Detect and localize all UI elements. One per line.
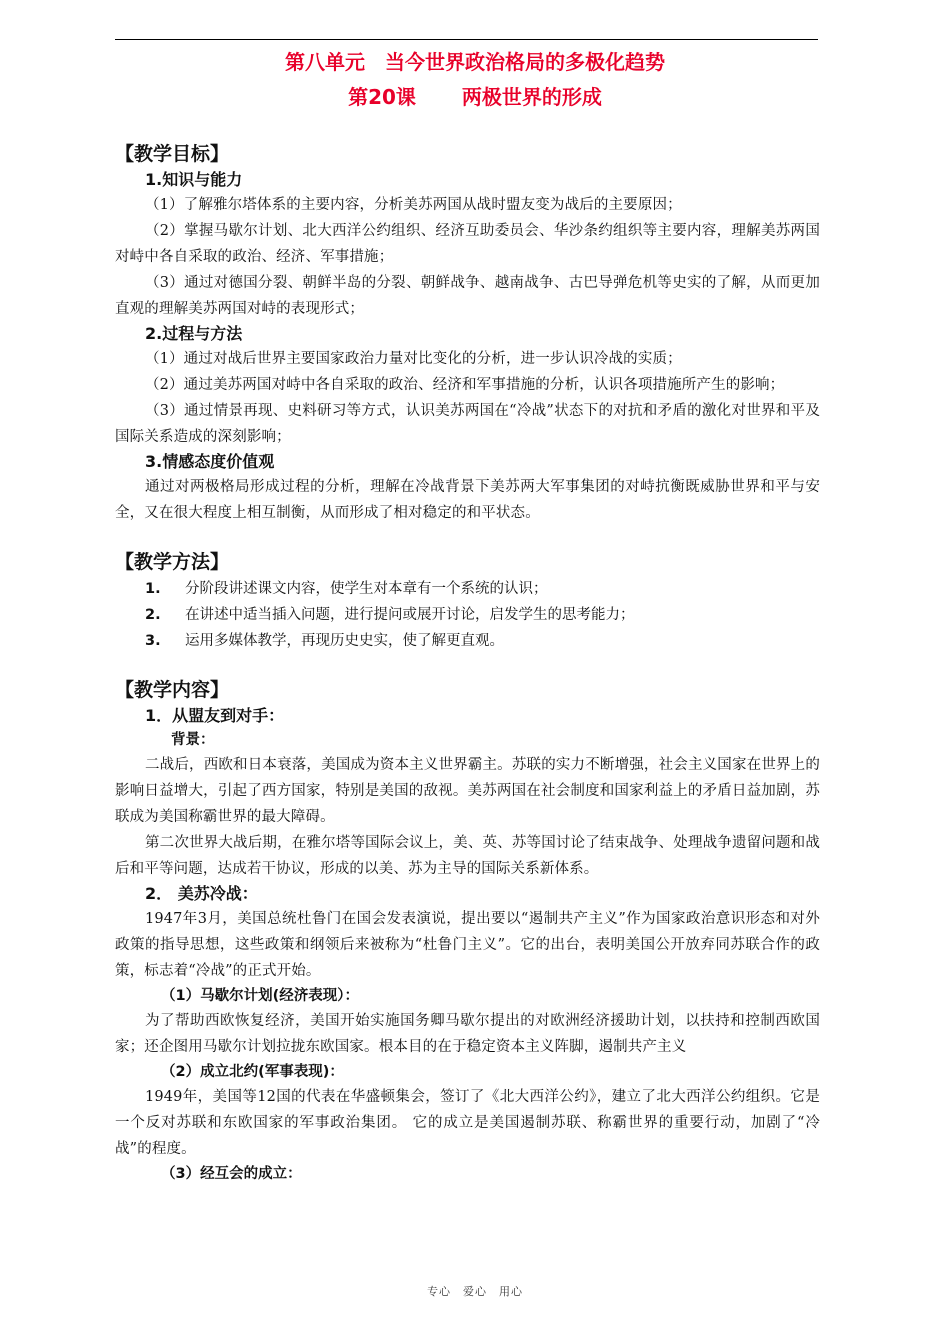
lesson-number: 第20课 (348, 85, 416, 109)
process-item-3: （3）通过情景再现、史料研习等方式，认识美苏两国在“冷战”状态下的对抗和矛盾的激化对世界和平及国际关系造成的深刻影响； (115, 403, 820, 445)
knowledge-item-1: （1）了解雅尔塔体系的主要内容，分析美苏两国从战时盟友变为战后的主要原因； (145, 197, 682, 213)
process-item-1: （1）通过对战后世界主要国家政治力量对比变化的分析，进一步认识冷战的实质； (145, 351, 682, 367)
list-item (115, 628, 820, 654)
method-text: 运用多媒体教学，再现历史史实，使了解更直观。 (185, 633, 504, 649)
part2-intro: 1947年3月，美国总统杜鲁门在国会发表演说，提出要以“遏制共产主义”作为国家政治意识形态和对外政策的指导思想，这些政策和纲领后来被称为“杜鲁门主义”。它的出台，表明美国公开放弃同苏联合作的政策，标志着“冷战”的正式开始。 (115, 911, 820, 979)
values-title: 3.情感态度价值观 (145, 452, 275, 471)
lesson-title: 两极世界的形成 (461, 85, 602, 109)
method-text: 分阶段讲述课文内容，使学生对本章有一个系统的认识； (185, 581, 548, 597)
part2-title: 2． 美苏冷战： (145, 884, 258, 903)
part1-paragraph-1: 二战后，西欧和日本衰落，美国成为资本主义世界霸主。苏联的实力不断增强，社会主义国家在世界上的影响日益增大，引起了西方国家，特别是美国的敌视。美苏两国在社会制度和国家利益上的矛盾日益加剧，苏联成为美国称霸世界的最大障碍。 (115, 757, 820, 825)
method-text: 在讲述中适当插入问题，进行提问或展开讨论，启发学生的思考能力； (185, 607, 635, 623)
knowledge-item-2: （2）掌握马歇尔计划、北大西洋公约组织、经济互助委员会、华沙条约组织等主要内容，理解美苏两国对峙中各自采取的政治、经济、军事措施； (115, 223, 820, 265)
document-body (115, 140, 820, 1186)
part1-paragraph-2: 第二次世界大战后期，在雅尔塔等国际会议上，美、英、苏等国讨论了结束战争、处理战争遗留问题和战后和平等问题，达成若干协议，形成的以美、苏为主导的国际关系新体系。 (115, 835, 820, 877)
comecon-title: （3）经互会的成立： (161, 1166, 302, 1182)
nato-title: （2）成立北约(军事表现)： (161, 1064, 344, 1080)
list-item (115, 576, 820, 602)
process-title: 2.过程与方法 (145, 324, 243, 343)
objectives-heading: 【教学目标】 (115, 143, 230, 165)
knowledge-title: 1.知识与能力 (145, 170, 243, 189)
lesson-title-line (0, 81, 950, 110)
knowledge-item-3: （3）通过对德国分裂、朝鲜半岛的分裂、朝鲜战争、越南战争、古巴导弹危机等史实的了解，从而更加直观的理解美苏两国对峙的表现形式； (115, 275, 820, 317)
process-item-2: （2）通过美苏两国对峙中各自采取的政治、经济和军事措施的分析，认识各项措施所产生的影响； (145, 377, 785, 393)
unit-title: 第八单元 当今世界政治格局的多极化趋势 (285, 50, 665, 74)
background-label: 背景： (171, 732, 215, 748)
method-number: 2. (145, 607, 161, 623)
page-footer: 专心 爱心 用心 (427, 1285, 523, 1298)
methods-heading: 【教学方法】 (115, 551, 230, 573)
nato-text: 1949年，美国等12国的代表在华盛顿集会，签订了《北大西洋公约》，建立了北大西洋公约组织。它是一个反对苏联和东欧国家的军事政治集团。 它的成立是美国遏制苏联、称霸世界的重要行动，加剧了“冷战”的程度。 (115, 1089, 820, 1157)
part1-title: 1．从盟友到对手： (145, 706, 285, 725)
method-number: 3. (145, 633, 161, 649)
list-item (115, 602, 820, 628)
method-number: 1. (145, 581, 161, 597)
marshall-title: （1）马歇尔计划(经济表现）： (161, 988, 359, 1004)
values-text: 通过对两极格局形成过程的分析，理解在冷战背景下美苏两大军事集团的对峙抗衡既威胁世界和平与安全，又在很大程度上相互制衡，从而形成了相对稳定的和平状态。 (115, 479, 820, 521)
marshall-text: 为了帮助西欧恢复经济，美国开始实施国务卿马歇尔提出的对欧洲经济援助计划，以扶持和控制西欧国家；还企图用马歇尔计划拉拢东欧国家。根本目的在于稳定资本主义阵脚，遏制共产主义 (115, 1013, 820, 1055)
header-rule (115, 39, 818, 40)
methods-list (115, 576, 820, 654)
content-heading: 【教学内容】 (115, 679, 230, 701)
